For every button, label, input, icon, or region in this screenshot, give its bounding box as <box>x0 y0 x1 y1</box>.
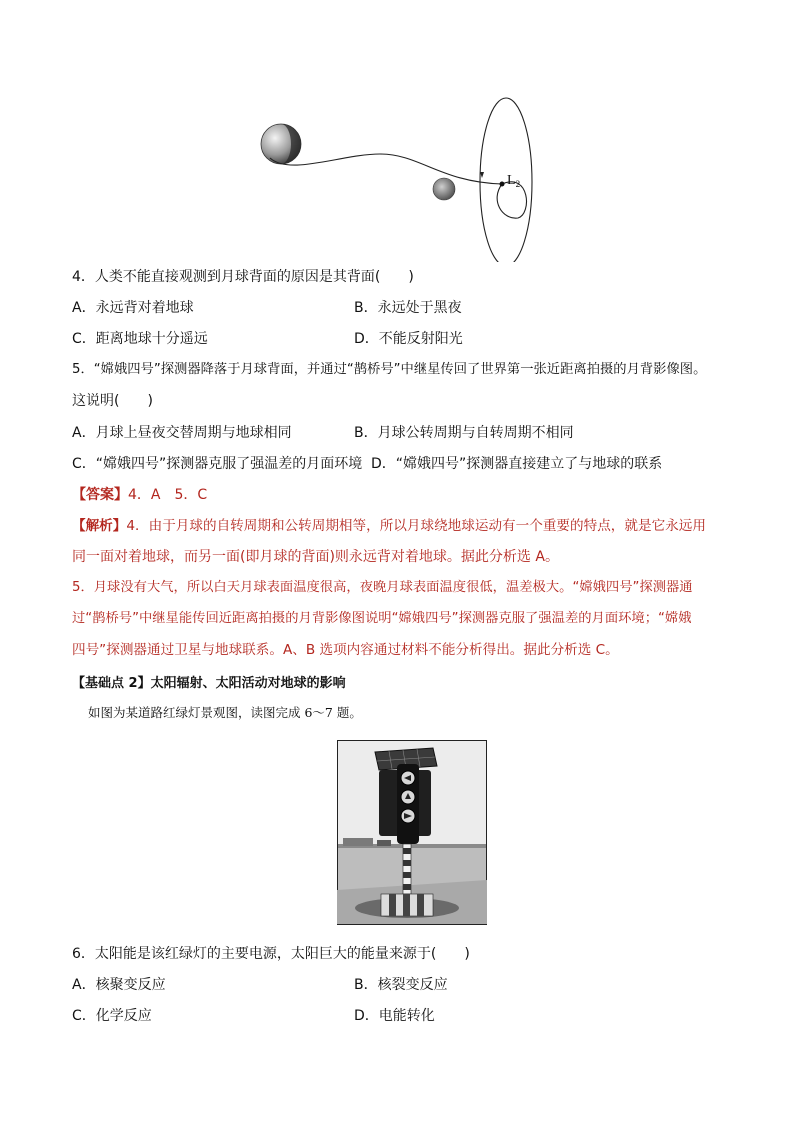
q5-option-d: D．“嫦娥四号”探测器直接建立了与地球的联系 <box>371 456 663 472</box>
q4-option-d: D．不能反射阳光 <box>354 331 463 347</box>
q4-option-c: C．距离地球十分遥远 <box>72 331 208 347</box>
q6-option-d: D．电能转化 <box>354 1008 435 1024</box>
question-5-stem-line2: 这说明( ) <box>72 393 153 409</box>
answer-line <box>72 485 207 505</box>
l2-halo-orbit <box>480 98 532 262</box>
analysis-line4: 过“鹊桥号”中继星能传回近距离拍摄的月背影像图说明“嫦娥四号”探测器克服了强温差的月面环境；“嫦娥 <box>72 611 692 626</box>
intro-text: 如图为某道路红绿灯景观图，读图完成 6～7 题。 <box>88 705 362 720</box>
question-5-stem-line1: 5．“嫦娥四号”探测器降落于月球背面，并通过“鹊桥号”中继星传回了世界第一张近距离拍摄的月背影像图。 <box>72 362 707 377</box>
lunar-orbit-diagram <box>250 92 540 262</box>
analysis-line3: 5．月球没有大气，所以白天月球表面温度很高，夜晚月球表面温度很低，温差极大。“嫦娥四号”探测器通 <box>72 580 693 595</box>
moon-icon <box>433 178 455 200</box>
analysis-tag: 【解析】 <box>72 518 127 534</box>
question-4-stem: 4．人类不能直接观测到月球背面的原因是其背面( ) <box>72 269 414 285</box>
q5-option-b: B．月球公转周期与自转周期不相同 <box>354 425 574 441</box>
q5-option-a: A．月球上昼夜交替周期与地球相同 <box>72 425 292 441</box>
traffic-light-photo <box>337 740 487 925</box>
q4-option-a: A．永远背对着地球 <box>72 300 194 316</box>
l2-point <box>500 182 505 187</box>
q4-option-b: B．永远处于黑夜 <box>354 300 462 316</box>
q5-option-c: C．“嫦娥四号”探测器克服了强温差的月面环境 <box>72 456 363 472</box>
section-heading: 【基础点 2】太阳辐射、太阳活动对地球的影响 <box>72 676 346 691</box>
analysis-line2: 同一面对着地球，而另一面(即月球的背面)则永远背对着地球。据此分析选 A。 <box>72 549 559 565</box>
answer-text: 4．A 5．C <box>128 487 208 503</box>
answer-tag: 【答案】 <box>72 487 128 503</box>
analysis-line1: 【解析】4．由于月球的自转周期和公转周期相等，所以月球绕地球运动有一个重要的特点，就是它永远用 <box>72 518 706 534</box>
transfer-trajectory <box>270 154 502 184</box>
striped-pole <box>403 844 411 894</box>
l2-label: $L_2$ <box>507 173 521 189</box>
signal-head <box>379 764 431 844</box>
question-6-stem: 6．太阳能是该红绿灯的主要电源，太阳巨大的能量来源于( ) <box>72 946 470 962</box>
analysis-line5: 四号”探测器通过卫星与地球联系。A、B 选项内容通过材料不能分析得出。据此分析选 C。 <box>72 642 619 658</box>
q6-option-a: A．核聚变反应 <box>72 977 166 993</box>
earth-icon <box>261 124 301 164</box>
q6-option-c: C．化学反应 <box>72 1008 152 1024</box>
q6-option-b: B．核裂变反应 <box>354 977 448 993</box>
